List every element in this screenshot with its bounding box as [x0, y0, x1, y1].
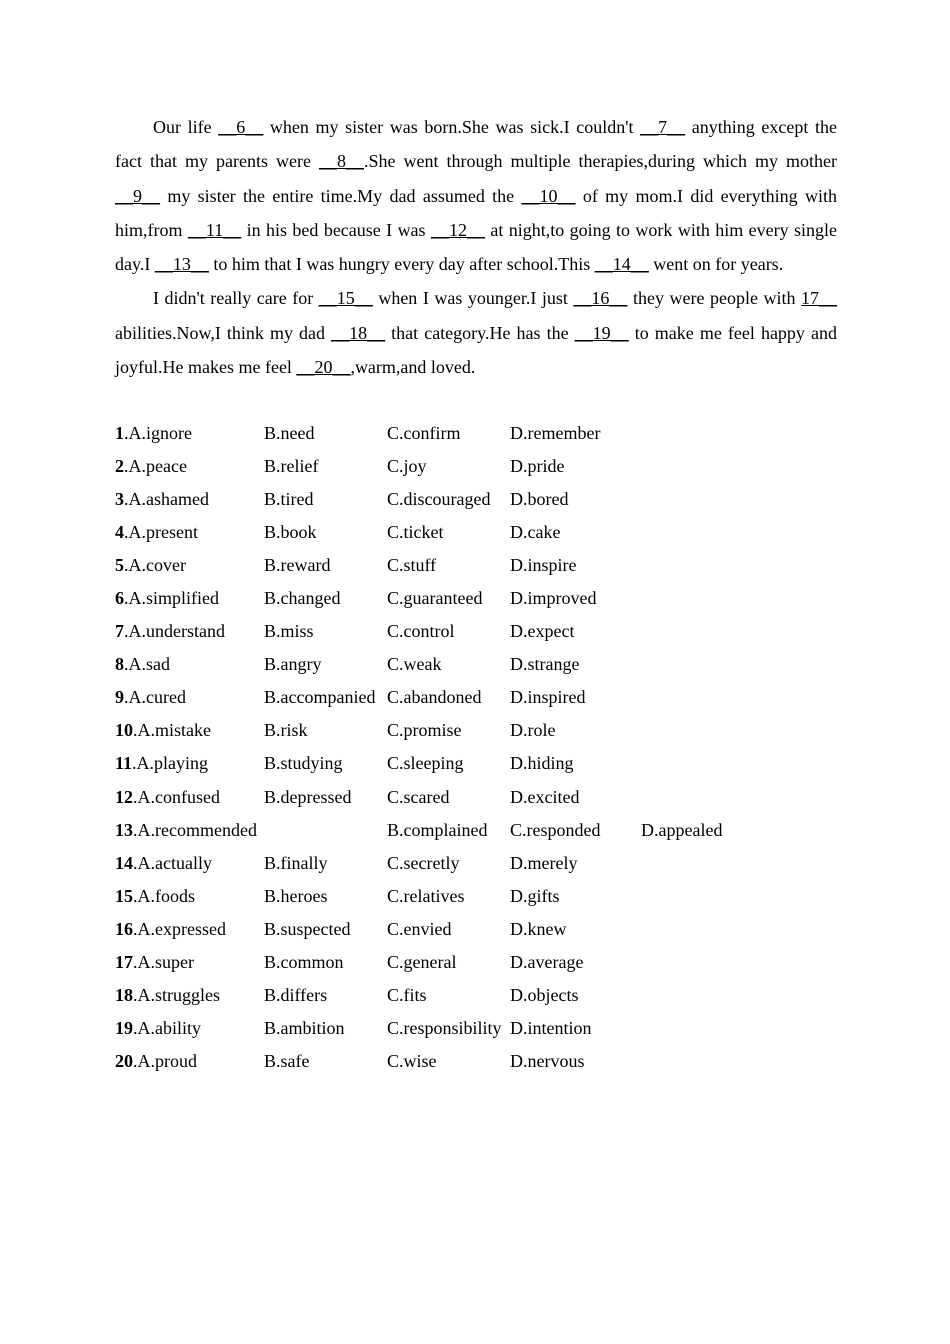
- option-b: B.finally: [264, 852, 328, 873]
- passage-text: ,warm,and loved.: [350, 357, 476, 378]
- answer-blank: __11__: [187, 219, 242, 240]
- option-c: C.responsibility: [387, 1017, 502, 1038]
- option-d: D.inspired: [510, 687, 586, 708]
- option-d: D.role: [510, 720, 556, 741]
- option-a: [115, 814, 257, 847]
- option-b: B.risk: [264, 720, 308, 741]
- question-number: 14: [115, 852, 133, 873]
- question-row: [115, 714, 875, 747]
- option-c: C.general: [387, 951, 457, 972]
- question-number: 20: [115, 1050, 133, 1071]
- option-a-text: .A.peace: [124, 456, 187, 477]
- option-a-text: .A.struggles: [133, 984, 220, 1005]
- option-b: B.complained: [387, 819, 488, 840]
- option-d: D.gifts: [510, 885, 560, 906]
- option-b: B.suspected: [264, 918, 351, 939]
- option-a-text: .A.proud: [133, 1050, 197, 1071]
- question-row: [115, 847, 875, 880]
- question-row: [115, 913, 875, 946]
- option-d: D.average: [510, 951, 584, 972]
- option-d: D.knew: [510, 918, 567, 939]
- question-row: [115, 615, 875, 648]
- option-b: B.book: [264, 522, 317, 543]
- question-row: [115, 1012, 875, 1045]
- option-d: D.objects: [510, 984, 579, 1005]
- question-number: 3: [115, 489, 124, 510]
- option-a-text: .A.simplified: [124, 588, 219, 609]
- option-b: B.heroes: [264, 885, 328, 906]
- option-a: [115, 847, 212, 880]
- option-a-text: .A.expressed: [133, 918, 226, 939]
- question-number: 6: [115, 588, 124, 609]
- option-a: [115, 913, 226, 946]
- question-number: 9: [115, 687, 124, 708]
- passage-text: to him that I was hungry every day after school.This: [208, 254, 595, 275]
- option-c: C.ticket: [387, 522, 444, 543]
- answer-blank: __19__: [574, 322, 629, 343]
- option-b: B.tired: [264, 489, 314, 510]
- question-number: 18: [115, 984, 133, 1005]
- option-d: D.hiding: [510, 753, 574, 774]
- answer-blank: __10__: [521, 185, 576, 206]
- option-c: C.joy: [387, 456, 427, 477]
- option-a: [115, 648, 170, 681]
- option-a-text: .A.ashamed: [124, 489, 209, 510]
- answer-blank: __13__: [154, 254, 209, 275]
- answer-blank: __16__: [573, 288, 628, 309]
- question-row: [115, 549, 875, 582]
- option-b: B.changed: [264, 588, 341, 609]
- question-number: 17: [115, 951, 133, 972]
- passage-text: in his bed because I was: [241, 219, 431, 240]
- passage-text: anything except the fact that my parents were: [115, 117, 837, 172]
- passage-text: I didn't really care for: [153, 288, 319, 309]
- option-d: D.expect: [510, 621, 575, 642]
- option-d: D.strange: [510, 654, 580, 675]
- option-a-text: .A.cover: [124, 555, 186, 576]
- option-c: C.wise: [387, 1050, 437, 1071]
- question-row: [115, 979, 875, 1012]
- option-d: D.pride: [510, 456, 565, 477]
- answer-blank: __6__: [218, 117, 264, 137]
- passage-text: to make me feel happy and joyful.He makes me feel: [115, 322, 837, 378]
- option-a-text: .A.confused: [133, 786, 220, 807]
- passage-paragraph: [115, 110, 837, 281]
- passage-text: at night,to going to work with him every single day.I: [115, 219, 837, 275]
- answer-blank: __8__: [318, 151, 364, 172]
- option-d: D.cake: [510, 522, 561, 543]
- option-d: D.remember: [510, 423, 601, 443]
- question-row: [115, 450, 875, 483]
- option-c: C.discouraged: [387, 489, 491, 510]
- option-c: C.guaranteed: [387, 588, 483, 609]
- question-row: [115, 681, 875, 714]
- passage-text: my sister the entire time.My dad assumed the: [160, 185, 522, 206]
- question-row: [115, 814, 875, 847]
- passage-text: when my sister was born.She was sick.I couldn't: [263, 117, 641, 137]
- question-row: [115, 880, 875, 913]
- passage-text: abilities.Now,I think my dad: [115, 322, 332, 343]
- option-b: B.common: [264, 951, 344, 972]
- option-c: C.stuff: [387, 555, 437, 576]
- question-row: [115, 648, 875, 681]
- question-number: 10: [115, 720, 133, 741]
- option-a-text: .A.recommended: [133, 819, 257, 840]
- option-a: [115, 747, 208, 780]
- option-a-text: .A.ignore: [124, 423, 192, 443]
- option-b: B.need: [264, 423, 315, 443]
- cloze-passage: [115, 110, 837, 384]
- passage-text: Our life: [153, 117, 219, 137]
- answer-blank: __14__: [594, 254, 649, 275]
- question-number: 2: [115, 456, 124, 477]
- question-row: [115, 781, 875, 814]
- question-row: [115, 946, 875, 979]
- option-a: [115, 582, 219, 615]
- answer-blank: __12__: [430, 219, 485, 240]
- passage-text: .She went through multiple therapies,during which my mother: [363, 151, 837, 172]
- answer-blank: 17__: [801, 288, 837, 309]
- option-a: [115, 1045, 197, 1078]
- option-a-text: .A.mistake: [133, 720, 211, 741]
- option-a: [115, 615, 225, 648]
- option-c: C.promise: [387, 720, 462, 741]
- option-c: C.control: [387, 621, 455, 642]
- option-b: B.accompanied: [264, 687, 376, 708]
- option-a: [115, 946, 194, 979]
- option-d: D.improved: [510, 588, 597, 609]
- passage-text: of my mom.I did everything with him,from: [115, 185, 837, 240]
- question-row: [115, 516, 875, 549]
- answer-blank: __20__: [296, 357, 351, 378]
- question-row: [115, 1045, 875, 1078]
- option-d: D.nervous: [510, 1050, 585, 1071]
- option-a: [115, 1012, 201, 1045]
- option-a: [115, 516, 198, 549]
- option-a-text: .A.cured: [124, 687, 186, 708]
- option-a: [115, 549, 186, 582]
- question-number: 1: [115, 423, 124, 443]
- option-d: D.inspire: [510, 555, 577, 576]
- passage-paragraph: [115, 281, 837, 384]
- option-b: B.safe: [264, 1050, 310, 1071]
- option-b: B.studying: [264, 753, 343, 774]
- option-b: B.reward: [264, 555, 331, 576]
- option-c: C.sleeping: [387, 753, 464, 774]
- question-number: 7: [115, 621, 124, 642]
- option-a-text: .A.sad: [124, 654, 170, 675]
- option-a-text: .A.actually: [133, 852, 212, 873]
- option-a: [115, 880, 195, 913]
- option-b: B.differs: [264, 984, 328, 1005]
- option-c: C.fits: [387, 984, 427, 1005]
- option-a-text: .A.present: [124, 522, 198, 543]
- option-b: B.depressed: [264, 786, 352, 807]
- question-number: 5: [115, 555, 124, 576]
- option-a-text: .A.playing: [132, 753, 209, 774]
- question-row: [115, 582, 875, 615]
- option-a-text: .A.foods: [133, 885, 195, 906]
- question-row: [115, 483, 875, 516]
- question-number: 8: [115, 654, 124, 675]
- option-c: C.scared: [387, 786, 450, 807]
- option-a-text: .A.understand: [124, 621, 225, 642]
- option-a-text: .A.ability: [133, 1017, 201, 1038]
- question-number: 15: [115, 885, 133, 906]
- option-a: [115, 781, 220, 814]
- option-a: [115, 979, 220, 1012]
- question-row: [115, 417, 875, 450]
- question-number: 13: [115, 819, 133, 840]
- answer-blank: __15__: [318, 288, 373, 309]
- option-c: C.weak: [387, 654, 442, 675]
- question-number: 12: [115, 786, 133, 807]
- option-a-text: .A.super: [133, 951, 194, 972]
- option-d: D.excited: [510, 786, 580, 807]
- answer-blank: __9__: [115, 185, 160, 206]
- option-c: C.abandoned: [387, 687, 482, 708]
- option-d: D.appealed: [641, 819, 723, 840]
- question-row: [115, 747, 875, 780]
- answer-blank: __7__: [640, 117, 686, 137]
- option-a: [115, 714, 211, 747]
- option-c: C.relatives: [387, 885, 465, 906]
- option-c: C.confirm: [387, 423, 461, 443]
- option-b: B.miss: [264, 621, 314, 642]
- option-a: [115, 450, 187, 483]
- passage-text: they were people with: [627, 288, 801, 309]
- option-b: B.angry: [264, 654, 322, 675]
- option-b: B.relief: [264, 456, 319, 477]
- question-number: 19: [115, 1017, 133, 1038]
- passage-text: when I was younger.I just: [372, 288, 574, 309]
- option-a: [115, 681, 186, 714]
- option-c: C.secretly: [387, 852, 460, 873]
- option-a: [115, 483, 209, 516]
- question-number: 16: [115, 918, 133, 939]
- option-c: C.envied: [387, 918, 452, 939]
- option-c: C.responded: [510, 819, 601, 840]
- option-d: D.merely: [510, 852, 578, 873]
- option-d: D.bored: [510, 489, 569, 510]
- options-list: [115, 417, 875, 1078]
- question-number: 4: [115, 522, 124, 543]
- option-d: D.intention: [510, 1017, 592, 1038]
- option-b: B.ambition: [264, 1017, 345, 1038]
- option-a: [115, 417, 192, 450]
- passage-text: went on for years.: [648, 254, 784, 275]
- question-number: 11: [115, 753, 133, 774]
- answer-blank: __18__: [331, 322, 386, 343]
- passage-text: that category.He has the: [385, 322, 575, 343]
